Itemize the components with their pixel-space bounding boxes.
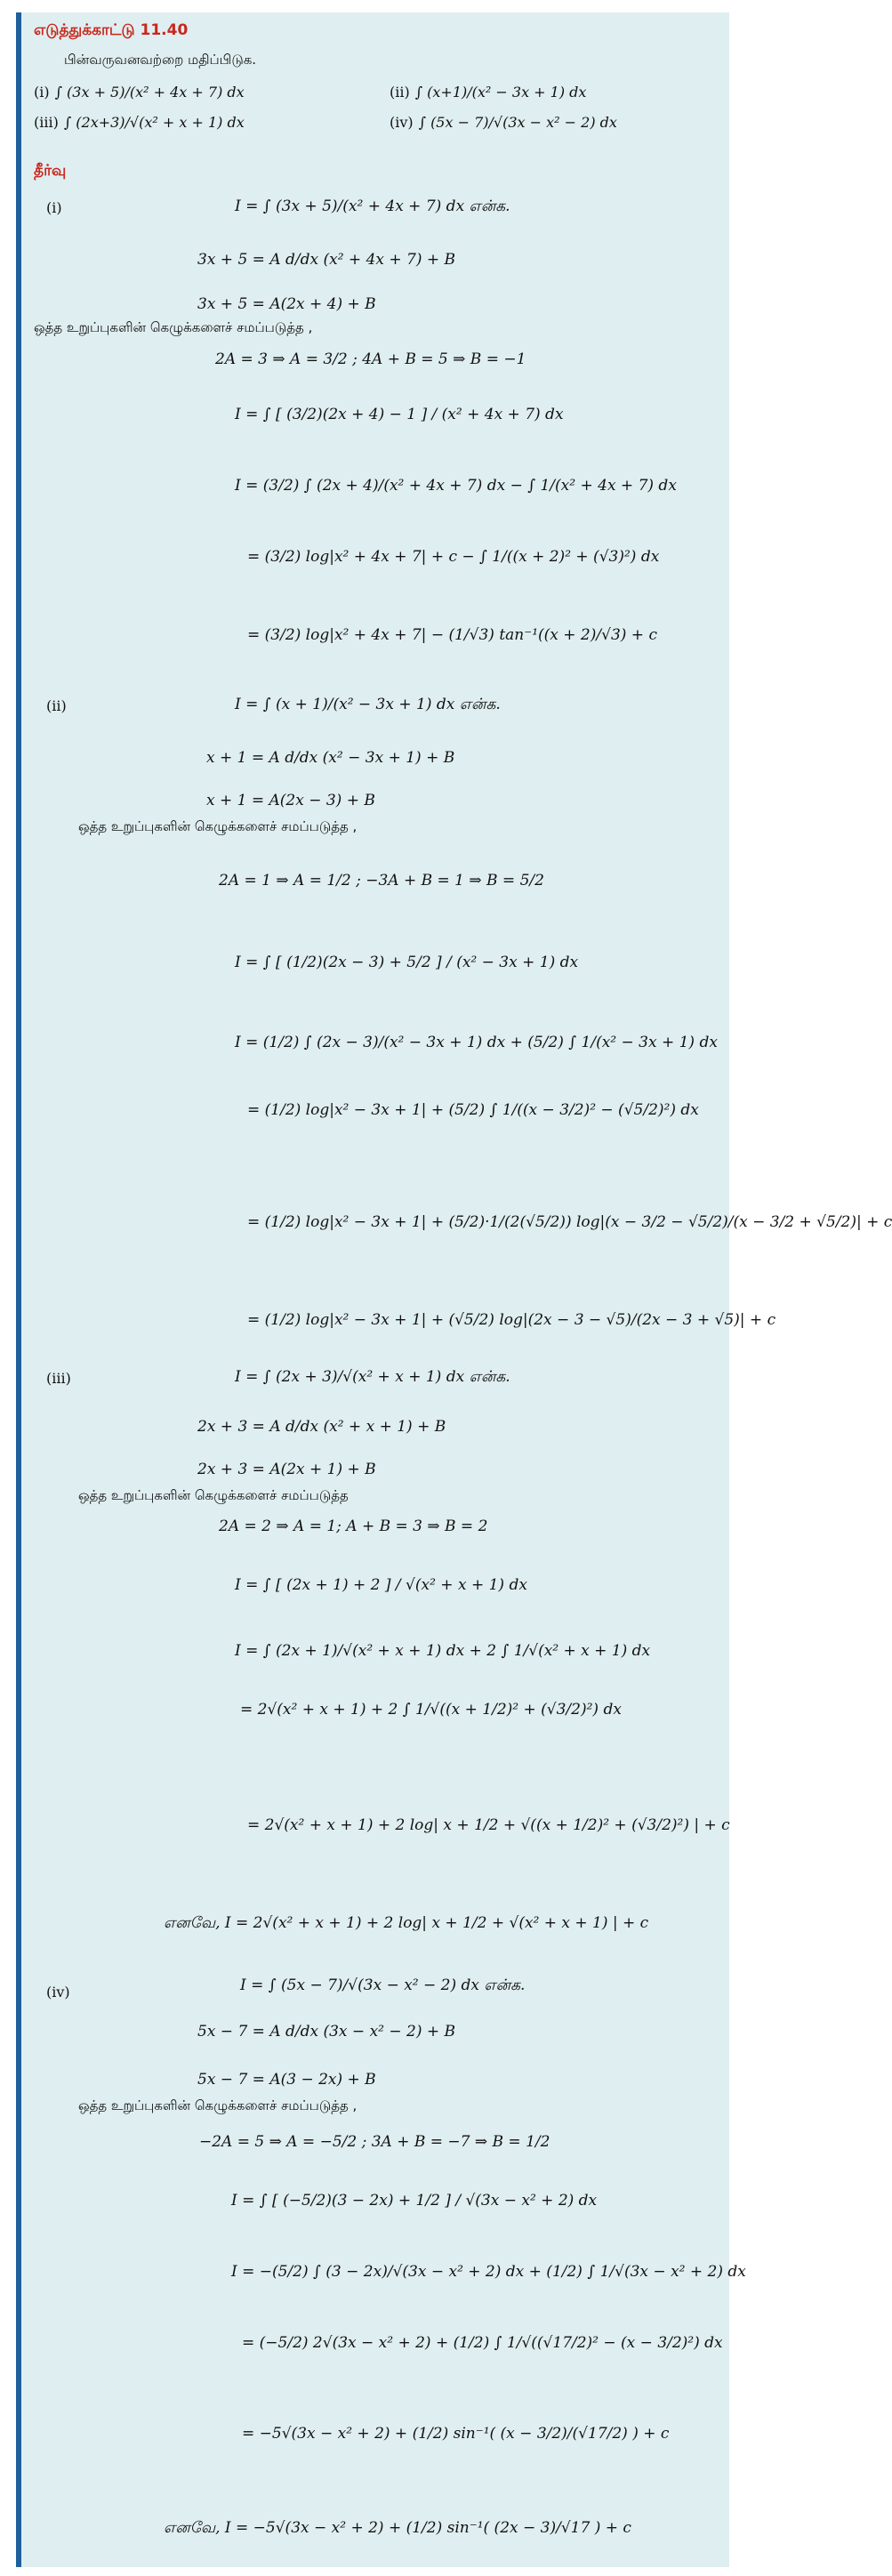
part-label: (iv) [46,1984,70,2000]
step-line: I = ∫ (5x − 7)/√(3x − x² − 2) dx என்க. [240,1976,526,1994]
step-line: = (3/2) log|x² + 4x + 7| + c − ∫ 1/((x + 2)² + (√3)²) dx [247,548,660,566]
step-line: 2A = 3 ⇒ A = 3/2 ; 4A + B = 5 ⇒ B = −1 [215,350,526,368]
step-line: = (1/2) log|x² − 3x + 1| + (5/2)·1/(2(√5/2)) log|(x − 3/2 − √5/2)/(x − 3/2 + √5/2)| + c [247,1213,892,1231]
problem-expr: ∫ (x+1)/(x² − 3x + 1) dx [414,84,587,101]
step-line: I = (3/2) ∫ (2x + 4)/(x² + 4x + 7) dx − ∫ 1/(x² + 4x + 7) dx [235,477,677,495]
example-heading: எடுத்துக்காட்டு 11.40 [34,21,189,39]
step-line: எனவே, I = 2√(x² + x + 1) + 2 log| x + 1/2 + √(x² + x + 1) | + c [164,1914,649,1932]
step-line: I = ∫ (2x + 1)/√(x² + x + 1) dx + 2 ∫ 1/√(x² + x + 1) dx [235,1642,651,1660]
problem-label: (iii) [34,114,59,131]
equate-note: ஒத்த உறுப்புகளின் கெழுக்களைச் சமப்படுத்த , [78,818,358,834]
step-line: I = ∫ [ (1/2)(2x − 3) + 5/2 ] / (x² − 3x + 1) dx [235,954,579,971]
equate-note: ஒத்த உறுப்புகளின் கெழுக்களைச் சமப்படுத்த , [34,319,313,335]
problem-expr: ∫ (5x − 7)/√(3x − x² − 2) dx [418,114,617,131]
step-line: எனவே, I = −5√(3x − x² + 2) + (1/2) sin⁻¹( (2x − 3)/√17 ) + c [164,2519,631,2537]
step-line: 3x + 5 = A(2x + 4) + B [197,295,376,313]
equate-note: ஒத்த உறுப்புகளின் கெழுக்களைச் சமப்படுத்த , [78,2097,358,2113]
problem-expr: ∫ (2x+3)/√(x² + x + 1) dx [63,114,245,131]
step-line: = −5√(3x − x² + 2) + (1/2) sin⁻¹( (x − 3/2)/(√17/2) ) + c [242,2425,670,2443]
step-line: x + 1 = A(2x − 3) + B [206,792,375,809]
step-line: 2x + 3 = A d/dx (x² + x + 1) + B [197,1418,446,1436]
step-line: I = (1/2) ∫ (2x − 3)/(x² − 3x + 1) dx + (5/2) ∫ 1/(x² − 3x + 1) dx [235,1034,718,1051]
step-line: = (3/2) log|x² + 4x + 7| − (1/√3) tan⁻¹((x + 2)/√3) + c [247,626,657,644]
step-line: I = ∫ (2x + 3)/√(x² + x + 1) dx என்க. [235,1368,510,1386]
step-line: 2A = 2 ⇒ A = 1; A + B = 3 ⇒ B = 2 [219,1517,488,1535]
problem-item [390,84,586,101]
step-line: 3x + 5 = A d/dx (x² + 4x + 7) + B [197,251,456,269]
problem-label: (i) [34,84,50,101]
step-line: 2A = 1 ⇒ A = 1/2 ; −3A + B = 1 ⇒ B = 5/2 [219,872,544,890]
step-line: = (1/2) log|x² − 3x + 1| + (√5/2) log|(2x − 3 − √5)/(2x − 3 + √5)| + c [247,1311,776,1329]
problem-item [390,114,617,131]
step-line: I = ∫ [ (3/2)(2x + 4) − 1 ] / (x² + 4x + 7) dx [235,406,564,423]
problem-label: (ii) [390,84,410,101]
step-line: x + 1 = A d/dx (x² − 3x + 1) + B [206,749,455,767]
part-label: (i) [46,199,62,216]
problem-item [34,114,245,131]
step-line: I = ∫ [ (−5/2)(3 − 2x) + 1/2 ] / √(3x − x² + 2) dx [231,2192,598,2210]
step-line: 2x + 3 = A(2x + 1) + B [197,1461,376,1478]
step-line: I = −(5/2) ∫ (3 − 2x)/√(3x − x² + 2) dx + (1/2) ∫ 1/√(3x − x² + 2) dx [231,2263,746,2281]
step-line: 5x − 7 = A d/dx (3x − x² − 2) + B [197,2023,456,2041]
intro-text: பின்வருவனவற்றை மதிப்பிடுக. [64,52,257,68]
equate-note: ஒத்த உறுப்புகளின் கெழுக்களைச் சமப்படுத்த [78,1487,349,1503]
step-line: = (−5/2) 2√(3x − x² + 2) + (1/2) ∫ 1/√((√17/2)² − (x − 3/2)²) dx [242,2334,723,2352]
problem-label: (iv) [390,114,414,131]
part-label: (ii) [46,697,67,714]
problem-item [34,84,245,101]
step-line: I = ∫ (x + 1)/(x² − 3x + 1) dx என்க. [235,696,501,713]
problem-expr: ∫ (3x + 5)/(x² + 4x + 7) dx [54,84,245,101]
step-line: = 2√(x² + x + 1) + 2 log| x + 1/2 + √((x + 1/2)² + (√3/2)²) | + c [247,1816,730,1834]
solution-heading: தீர்வு [34,162,67,180]
step-line: = 2√(x² + x + 1) + 2 ∫ 1/√((x + 1/2)² + (√3/2)²) dx [240,1701,622,1719]
step-line: −2A = 5 ⇒ A = −5/2 ; 3A + B = −7 ⇒ B = 1/2 [199,2133,550,2151]
step-line: I = ∫ [ (2x + 1) + 2 ] / √(x² + x + 1) dx [235,1576,527,1594]
step-line: 5x − 7 = A(3 − 2x) + B [197,2071,376,2089]
step-line: = (1/2) log|x² − 3x + 1| + (5/2) ∫ 1/((x − 3/2)² − (√5/2)²) dx [247,1101,699,1119]
example-panel [16,12,892,2567]
step-line: I = ∫ (3x + 5)/(x² + 4x + 7) dx என்க. [235,197,510,215]
part-label: (iii) [46,1370,71,1387]
